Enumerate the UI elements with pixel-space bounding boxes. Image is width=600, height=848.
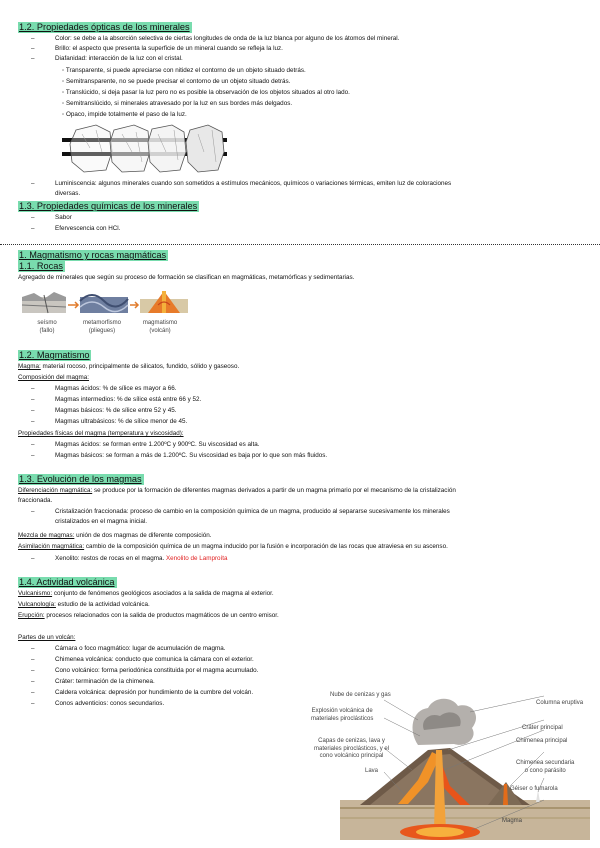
- magma-mixing: [18, 532, 212, 541]
- volcanology-definition: [18, 601, 150, 610]
- composition-label: Composición del magma:: [18, 374, 90, 381]
- volcano-label-line: o cono parásito: [524, 767, 566, 774]
- term-label: Erupción:: [18, 612, 45, 619]
- rock-label-metamorfismo: [72, 320, 132, 335]
- volcano-label-geiser: Géiser o fumarola: [510, 786, 558, 792]
- list-item: Magmas básicos: % de sílice entre 52 y 45.: [55, 407, 177, 414]
- volcano-label-magma: Magma: [502, 818, 523, 824]
- term-label: Magma:: [18, 363, 41, 370]
- list-item: Magmas ácidos: % de sílice es mayor a 66.: [55, 385, 177, 392]
- rocks-definition: Agregado de minerales que según su proceso de formación se clasifican en magmáticas, metamórficas y sedimentarias.: [18, 274, 355, 281]
- term-text: conjunto de fenómenos geológicos asociados a la salida de magma al exterior.: [52, 590, 274, 597]
- term-label: Mezcla de magmas:: [18, 532, 75, 539]
- volcano-label-crater: Cráter principal: [522, 725, 563, 731]
- term-label: Diferenciación magmática:: [18, 487, 93, 494]
- term-text: procesos relacionados con la salida de productos magmáticos de un centro emisor.: [44, 612, 279, 619]
- volcano-label-explosion: [311, 708, 373, 723]
- diaphaneity-illustration: [62, 122, 227, 177]
- volcano-parts-label: Partes de un volcán:: [18, 634, 76, 641]
- term-label: Asimilación magmática:: [18, 543, 85, 550]
- list-item: Magmas intermedios: % de sílice está entre 66 y 52.: [55, 396, 202, 403]
- volcano-label-secundaria: [516, 760, 574, 775]
- rock-label: magmatismo: [142, 320, 178, 326]
- rock-label-seismo: [33, 320, 61, 335]
- rock-label-magmatismo: [134, 320, 186, 335]
- rock-label: metamorfismo: [82, 320, 121, 326]
- volcano-label-line: materiales piroclásticos: [311, 715, 374, 722]
- list-item: Cono volcánico: forma periodónica constituida por el magma acumulado.: [55, 667, 259, 674]
- magma-definition: [18, 363, 239, 372]
- heading-magmatism-rocks: 1. Magmatismo y rocas magmáticas: [19, 250, 167, 260]
- sub-item: Semitransparente, no se puede precisar el contorno de un objeto situado detrás.: [65, 78, 291, 85]
- term-text: se produce por la formación de diferentes magmas derivados a partir de un magma primario por el mecanismo de la cristalización: [92, 487, 456, 494]
- list-item: Magmas ultrabásicos: % de sílice menor de 45.: [55, 418, 188, 425]
- list-item: Diafanidad: interacción de la luz con el cristal.: [55, 55, 183, 62]
- list-item: Cámara o foco magmático: lugar de acumulación de magma.: [55, 645, 226, 652]
- list-item: Brillo: el aspecto que presenta la superficie de un mineral cuando se refleja la luz.: [55, 45, 283, 52]
- heading-magma-evolution: 1.3. Evolución de los magmas: [19, 474, 142, 484]
- term-text: unión de dos magmas de diferente composición.: [74, 532, 212, 539]
- volcanism-definition: [18, 590, 274, 599]
- list-item: Cráter: terminación de la chimenea.: [55, 678, 155, 685]
- xenolith-example: Xenolito de Lamproíta: [165, 555, 228, 562]
- sub-item: Opaco, impide totalmente el paso de la luz.: [65, 111, 187, 118]
- list-item: Chimenea volcánica: conducto que comunica la cámara con el exterior.: [55, 656, 254, 663]
- list-item: Luminiscencia: algunos minerales cuando son sometidos a estímulos mecánicos, químicos o variaciones térmicas, emiten luz de coloraciones: [55, 180, 452, 187]
- magma-assimilation: [18, 543, 448, 552]
- physical-properties-label: Propiedades físicas del magma (temperatura y viscosidad):: [18, 430, 184, 437]
- heading-chemical-properties: 1.3. Propiedades químicas de los minerales: [19, 201, 198, 211]
- heading-rocks: 1.1. Rocas: [19, 261, 63, 271]
- list-item-cont: cristalizados en el magma inicial.: [55, 518, 148, 525]
- volcano-label-columna: Columna eruptiva: [536, 700, 584, 706]
- volcano-label-line: Chimenea secundaria: [516, 760, 575, 766]
- list-item: Xenolito: restos de rocas en el magma.: [55, 555, 166, 562]
- volcano-label-nube: Nube de cenizas y gas: [330, 692, 391, 698]
- term-text: cambio de la composición química de un magma inducido por la fusión e incorporación de las rocas que atraviesa en su ascenso.: [84, 543, 448, 550]
- list-item: Color: se debe a la absorción selectiva de ciertas longitudes de onda de la luz blanca por alguno de los átomos del mineral.: [55, 35, 400, 42]
- list-item: Magmas ácidos: se forman entre 1.200ºC y 900ºC. Su viscosidad es alta.: [55, 441, 260, 448]
- term-text: material rocoso, principalmente de silicatos, fundido, sólido y gaseoso.: [40, 363, 240, 370]
- rock-label-sub: (pliegues): [88, 327, 116, 334]
- term-label: Vulcanismo:: [18, 590, 53, 597]
- term-text: estudio de la actividad volcánica.: [55, 601, 150, 608]
- volcano-label-line: Explosión volcánica de: [311, 708, 373, 714]
- volcano-label-lava: Lava: [365, 768, 379, 774]
- differentiation-definition: [18, 487, 456, 496]
- sub-item: Translúcido, si deja pasar la luz pero no es posible la observación de los objetos situados al otro lado.: [65, 89, 350, 96]
- volcano-label-line: materiales piroclásticos, y el: [314, 745, 390, 752]
- list-item: Efervescencia con HCl.: [55, 225, 121, 232]
- list-item: Caldera volcánica: depresión por hundimiento de la cumbre del volcán.: [55, 689, 254, 696]
- list-item: Conos adventicios: conos secundarios.: [55, 700, 165, 707]
- list-item: Sabor: [55, 214, 72, 221]
- rock-label-sub: (fallo): [39, 327, 55, 334]
- rock-label: seísmo: [37, 320, 57, 326]
- list-item: Cristalización fraccionada: proceso de cambio en la composición química de un magma, producido al separarse sucesivamente los minerales: [55, 508, 450, 515]
- volcano-label-chimenea: Chimenea principal: [516, 738, 568, 744]
- list-item: Magmas básicos: se forman a más de 1.200ºC. Su viscosidad es baja por lo que son más fluidos.: [55, 452, 328, 459]
- differentiation-cont: fraccionada.: [18, 497, 53, 504]
- sub-item: Transparente, si puede apreciarse con nitidez el contorno de un objeto situado detrás.: [65, 67, 306, 74]
- heading-magmatism: 1.2. Magmatismo: [19, 350, 90, 360]
- sub-item: Semitranslúcido, si minerales atravesado por la luz en sus bordes más delgados.: [65, 100, 293, 107]
- volcano-label-line: cono volcánico principal: [319, 753, 384, 759]
- eruption-definition: [18, 612, 279, 621]
- volcano-label-line: Capas de cenizas, lava y: [318, 738, 385, 744]
- heading-volcanic-activity: 1.4. Actividad volcánica: [19, 577, 115, 587]
- heading-optical-properties: 1.2. Propiedades ópticas de los minerales: [19, 22, 190, 32]
- list-item-cont: diversas.: [55, 190, 81, 197]
- section-divider: [0, 244, 600, 245]
- rock-label-sub: (volcán): [149, 327, 171, 334]
- volcano-label-capas: [314, 738, 389, 761]
- term-label: Vulcanología:: [18, 601, 56, 608]
